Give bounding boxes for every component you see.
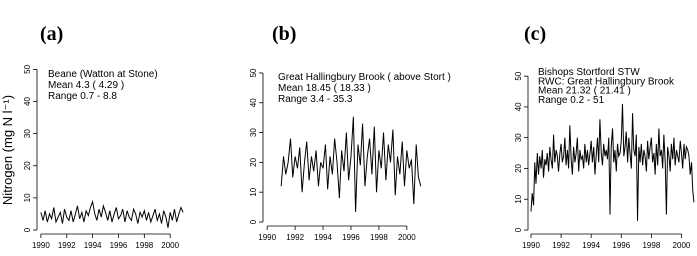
annotation-line: Range 3.4 - 35.3 [278, 94, 353, 105]
x-tick-label: 1998 [135, 241, 154, 250]
y-tick-label: 10 [249, 187, 258, 197]
y-axis-label: Nitrogen (mg N l⁻¹) [0, 94, 15, 206]
annotation-line: Mean 4.3 ( 4.29 ) [48, 80, 125, 91]
series [531, 104, 694, 221]
y-tick-label: 50 [514, 71, 523, 81]
annotation-line: Bishops Stortford STW [538, 67, 640, 78]
y-tick-label: 50 [249, 68, 258, 78]
x-tick-label: 1990 [522, 241, 540, 250]
series-line [281, 117, 421, 212]
y-tick-label: 10 [23, 193, 32, 203]
annotation-line: Mean 21.32 ( 21.41 ) [538, 85, 631, 97]
x-tick-label: 1994 [314, 233, 332, 242]
x-tick-label: 1996 [342, 233, 360, 242]
series-line [531, 104, 694, 221]
y-tick-label: 20 [249, 157, 258, 167]
x-tick-label: 2000 [672, 241, 691, 250]
annotation-line: Range 0.7 - 8.8 [48, 91, 117, 102]
y-tick-label: 40 [514, 102, 523, 112]
x-tick-label: 1996 [612, 241, 631, 250]
x-tick-label: 1994 [83, 241, 102, 250]
x-tick-label: 1990 [31, 241, 50, 250]
x-tick-label: 1994 [582, 241, 601, 250]
panel-c [514, 23, 694, 250]
x-tick-label: 1998 [642, 241, 661, 250]
panel-label: (c) [524, 23, 547, 45]
series-line [41, 202, 183, 228]
y-tick-label: 40 [23, 97, 32, 106]
x-tick-label: 1990 [258, 233, 277, 242]
y-tick-label: 0 [514, 227, 523, 233]
annotation-line: Mean 18.45 ( 18.33 ) [278, 83, 371, 94]
panel-a [0, 23, 183, 250]
annotations [48, 69, 158, 102]
x-tick-label: 2000 [397, 233, 416, 242]
x-tick-label: 1992 [286, 233, 305, 242]
annotation-line: Beane (Watton at Stone) [48, 69, 158, 80]
annotation-line: RWC: Great Hallingbury Brook [538, 76, 674, 88]
annotation-line: Range 0.2 - 51 [538, 94, 605, 106]
y-tick-label: 10 [514, 194, 523, 204]
y-tick-label: 0 [249, 219, 258, 225]
x-tick-label: 1996 [109, 241, 128, 250]
x-tick-label: 1998 [370, 233, 388, 242]
y-tick-label: 30 [514, 133, 523, 143]
panel-label: (a) [40, 23, 64, 45]
annotation-line: Great Hallingbury Brook ( above Stort ) [278, 72, 451, 83]
series [281, 117, 421, 212]
y-tick-label: 40 [249, 98, 258, 108]
y-tick-label: 30 [23, 129, 32, 139]
panel-label: (b) [272, 23, 297, 45]
x-tick-label: 1992 [552, 241, 570, 250]
y-tick-label: 0 [23, 227, 32, 233]
annotations [278, 72, 451, 105]
series [41, 202, 183, 228]
y-tick-label: 20 [23, 161, 32, 171]
y-tick-label: 50 [23, 64, 32, 74]
annotations [538, 67, 675, 106]
x-tick-label: 1992 [57, 241, 76, 250]
y-tick-label: 20 [514, 164, 523, 173]
panel-b [249, 23, 451, 242]
x-tick-label: 2000 [161, 241, 180, 250]
y-tick-label: 30 [249, 128, 258, 138]
